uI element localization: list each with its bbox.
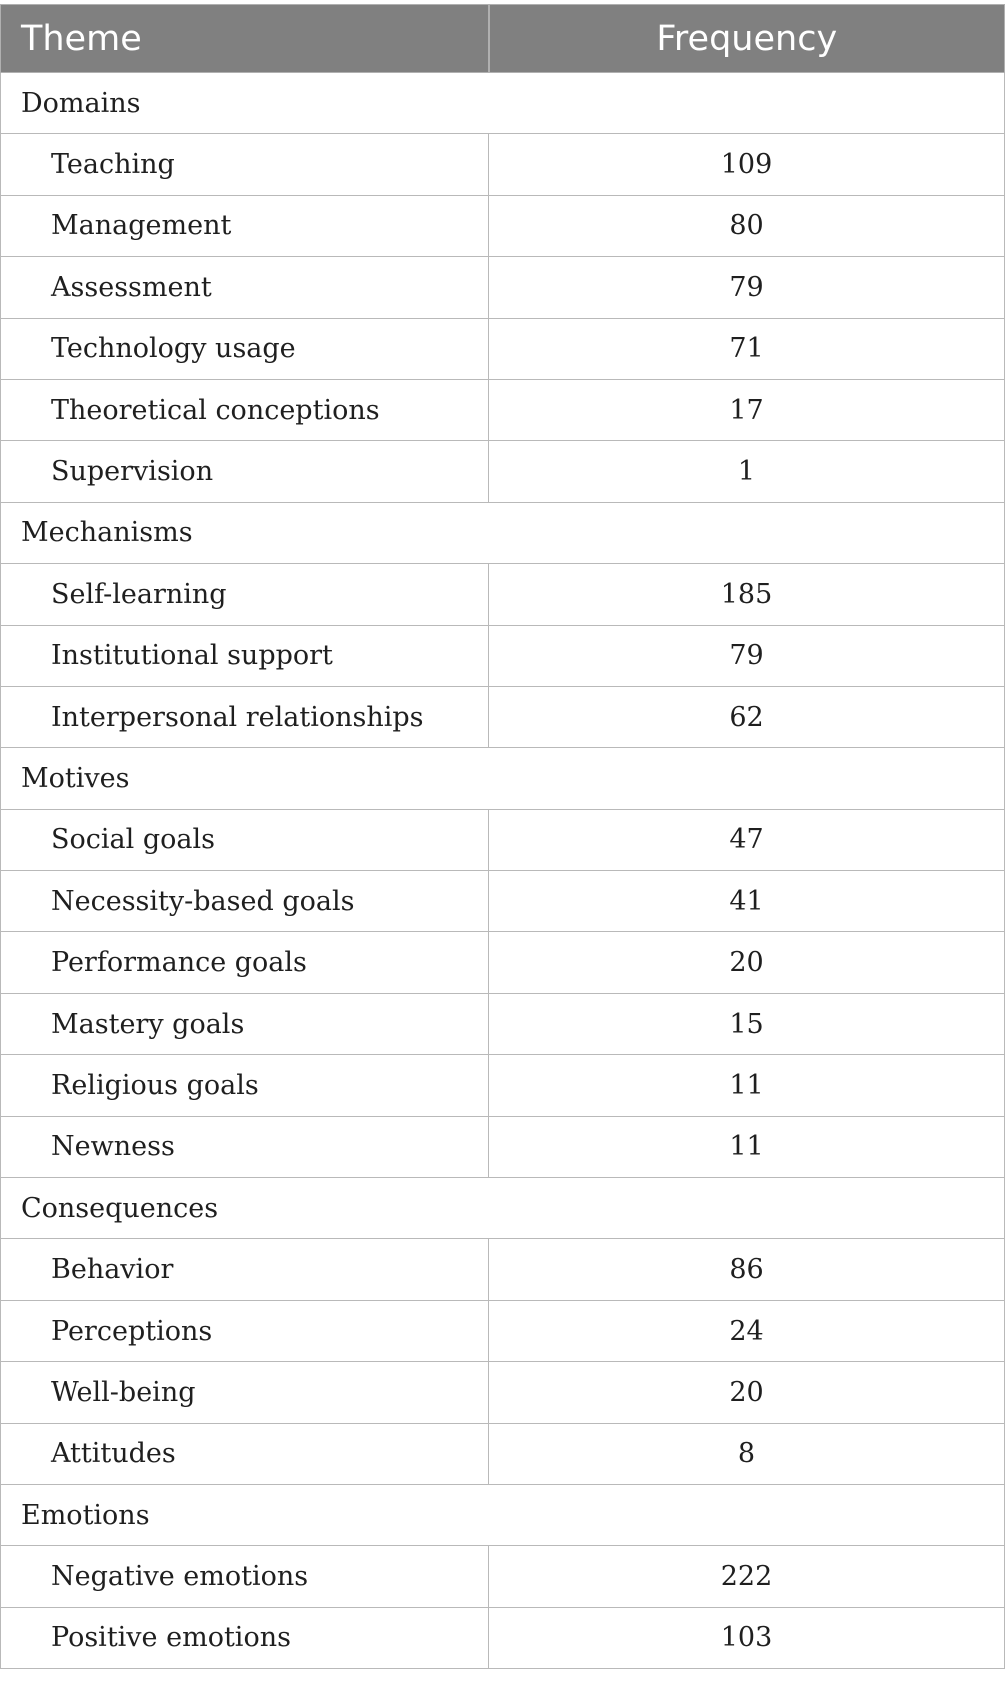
theme-cell: Teaching	[1, 134, 489, 195]
group-row	[1, 73, 1005, 134]
table-row	[1, 318, 1005, 379]
frequency-cell: 1	[489, 441, 1005, 502]
theme-cell: Negative emotions	[1, 1546, 489, 1607]
frequency-cell: 20	[489, 1362, 1005, 1423]
group-label: Consequences	[1, 1178, 1005, 1239]
group-label: Domains	[1, 73, 1005, 134]
frequency-cell: 185	[489, 564, 1005, 625]
group-row	[1, 502, 1005, 563]
group-label: Emotions	[1, 1484, 1005, 1545]
table-header	[1, 5, 1005, 73]
frequency-cell: 79	[489, 625, 1005, 686]
frequency-cell: 20	[489, 932, 1005, 993]
frequency-cell: 47	[489, 809, 1005, 870]
column-header-frequency: Frequency	[489, 5, 1005, 73]
table-row	[1, 1116, 1005, 1177]
theme-cell: Positive emotions	[1, 1607, 489, 1668]
table-row	[1, 871, 1005, 932]
group-row	[1, 1484, 1005, 1545]
table-row	[1, 1607, 1005, 1668]
table-row	[1, 993, 1005, 1054]
frequency-cell: 41	[489, 871, 1005, 932]
theme-cell: Attitudes	[1, 1423, 489, 1484]
table-row	[1, 1300, 1005, 1361]
theme-cell: Mastery goals	[1, 993, 489, 1054]
theme-cell: Newness	[1, 1116, 489, 1177]
theme-cell: Necessity-based goals	[1, 871, 489, 932]
table-body	[1, 73, 1005, 1669]
table-row	[1, 1423, 1005, 1484]
frequency-cell: 62	[489, 686, 1005, 747]
table-row	[1, 932, 1005, 993]
theme-cell: Theoretical conceptions	[1, 379, 489, 440]
frequency-cell: 15	[489, 993, 1005, 1054]
table-row	[1, 625, 1005, 686]
frequency-cell: 109	[489, 134, 1005, 195]
theme-cell: Well-being	[1, 1362, 489, 1423]
frequency-cell: 79	[489, 257, 1005, 318]
theme-cell: Religious goals	[1, 1055, 489, 1116]
table-row	[1, 1362, 1005, 1423]
table-row	[1, 257, 1005, 318]
group-row	[1, 748, 1005, 809]
theme-cell: Performance goals	[1, 932, 489, 993]
theme-cell: Technology usage	[1, 318, 489, 379]
theme-cell: Assessment	[1, 257, 489, 318]
theme-cell: Institutional support	[1, 625, 489, 686]
table-row	[1, 1546, 1005, 1607]
table-row	[1, 686, 1005, 747]
frequency-cell: 80	[489, 195, 1005, 256]
theme-frequency-table	[0, 4, 1005, 1669]
frequency-cell: 103	[489, 1607, 1005, 1668]
frequency-cell: 86	[489, 1239, 1005, 1300]
table-row	[1, 195, 1005, 256]
frequency-cell: 8	[489, 1423, 1005, 1484]
group-label: Motives	[1, 748, 1005, 809]
table-row	[1, 1055, 1005, 1116]
theme-cell: Interpersonal relationships	[1, 686, 489, 747]
table-row	[1, 1239, 1005, 1300]
theme-cell: Behavior	[1, 1239, 489, 1300]
table-row	[1, 379, 1005, 440]
table-row	[1, 441, 1005, 502]
frequency-cell: 71	[489, 318, 1005, 379]
table-row	[1, 564, 1005, 625]
frequency-cell: 222	[489, 1546, 1005, 1607]
theme-frequency-table-container	[0, 4, 1005, 1669]
table-row	[1, 809, 1005, 870]
frequency-cell: 11	[489, 1055, 1005, 1116]
header-row	[1, 5, 1005, 73]
frequency-cell: 24	[489, 1300, 1005, 1361]
theme-cell: Self-learning	[1, 564, 489, 625]
frequency-cell: 17	[489, 379, 1005, 440]
group-label: Mechanisms	[1, 502, 1005, 563]
theme-cell: Management	[1, 195, 489, 256]
column-header-theme: Theme	[1, 5, 489, 73]
theme-cell: Social goals	[1, 809, 489, 870]
frequency-cell: 11	[489, 1116, 1005, 1177]
theme-cell: Supervision	[1, 441, 489, 502]
theme-cell: Perceptions	[1, 1300, 489, 1361]
group-row	[1, 1178, 1005, 1239]
table-row	[1, 134, 1005, 195]
